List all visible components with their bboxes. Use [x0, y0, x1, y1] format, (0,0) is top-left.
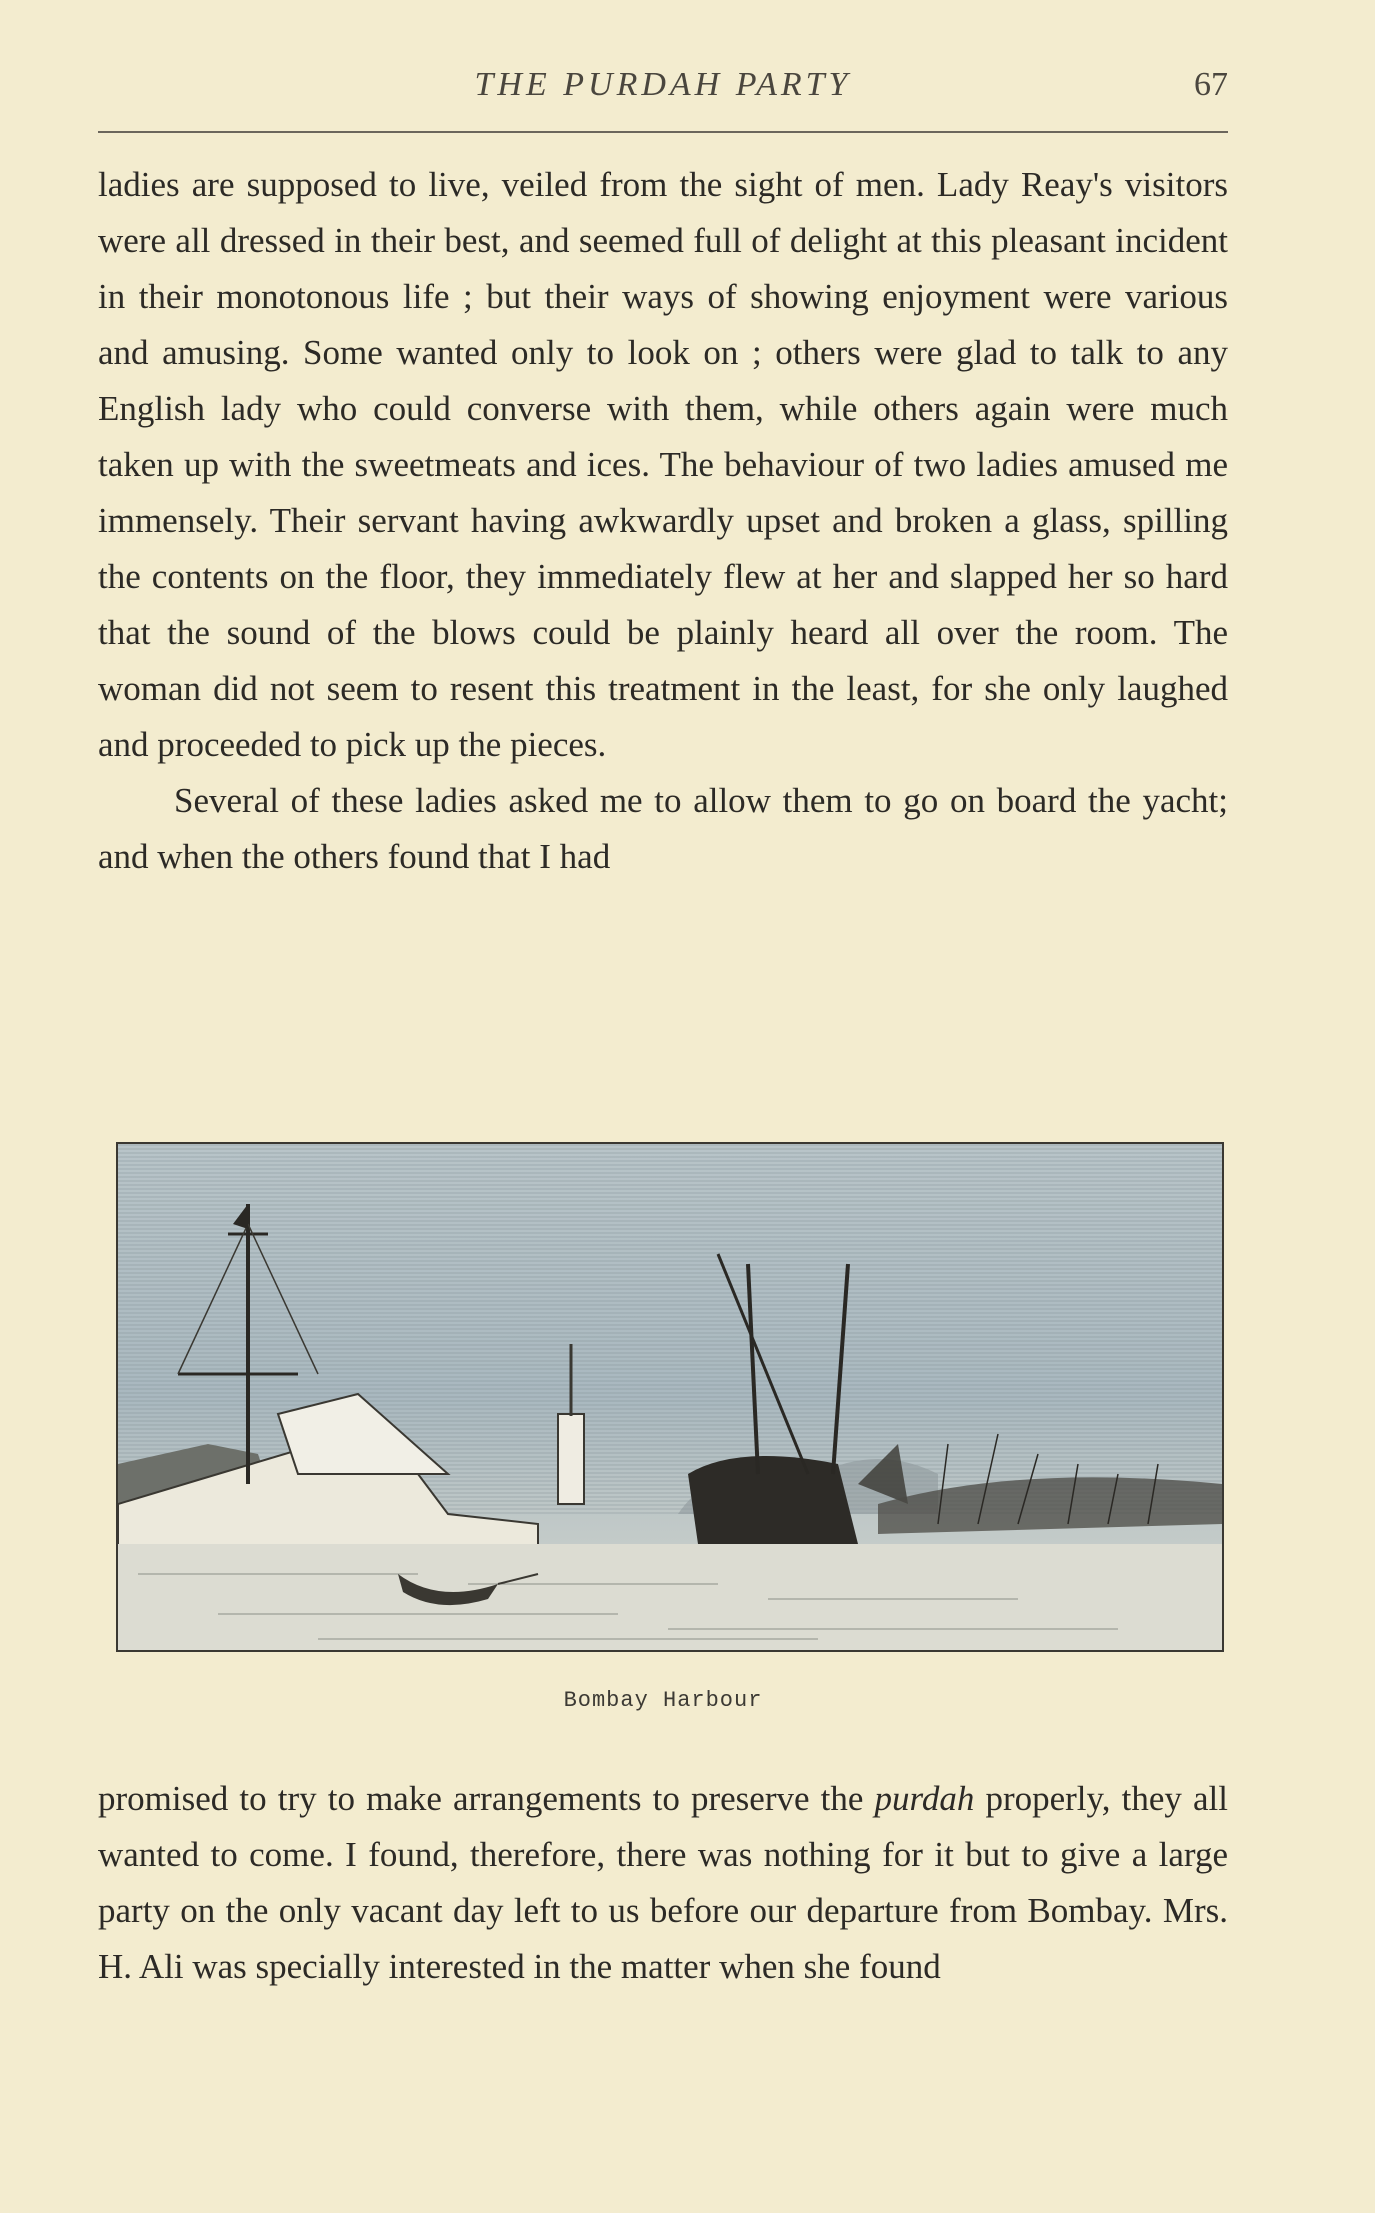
lighthouse [558, 1414, 584, 1504]
harbour-engraving [118, 1144, 1222, 1650]
paragraph: Several of these ladies asked me to allow them to go on board the yacht; and when the others found that I had [98, 781, 1228, 876]
italic-word: purdah [874, 1779, 975, 1818]
running-header [98, 62, 1228, 112]
running-title: THE PURDAH PARTY [474, 66, 852, 103]
paragraph [98, 1771, 1228, 1995]
figure-caption: Bombay Harbour [563, 1688, 763, 1713]
text-segment: properly, they all wanted to come. I found, therefore, there was nothing for it but to give a large party on the only vacant day left to us before our departure from Bombay. Mrs. H. Ali was specially interested in the matter when she found [98, 1779, 1228, 1986]
page-number: 67 [1194, 66, 1228, 103]
header-rule [98, 131, 1228, 133]
body-text-bottom [98, 1771, 1228, 1995]
body-text-top [98, 157, 1228, 885]
text-segment: promised to try to make arrangements to preserve the [98, 1779, 875, 1818]
illustration-bombay-harbour [116, 1142, 1224, 1652]
water [118, 1544, 1222, 1650]
paragraph: ladies are supposed to live, veiled from the sight of men. Lady Reay's visitors were all dressed in their best, and seemed full of delight at this pleasant incident in their monotonous life ; but their ways of showing enjoyment were various and amusing. Some wanted only to look on ; others were glad to talk to any English lady who could converse with them, while others again were much taken up with the sweetmeats and ices. The behaviour of two ladies amused me immensely. Their servant having awkwardly upset and broken a glass, spilling the contents on the floor, they immediately flew at her and slapped her so hard that the sound of the blows could be plainly heard all over the room. The woman did not seem to resent this treatment in the least, for she only laughed and proceeded to pick up the pieces. [98, 165, 1228, 764]
